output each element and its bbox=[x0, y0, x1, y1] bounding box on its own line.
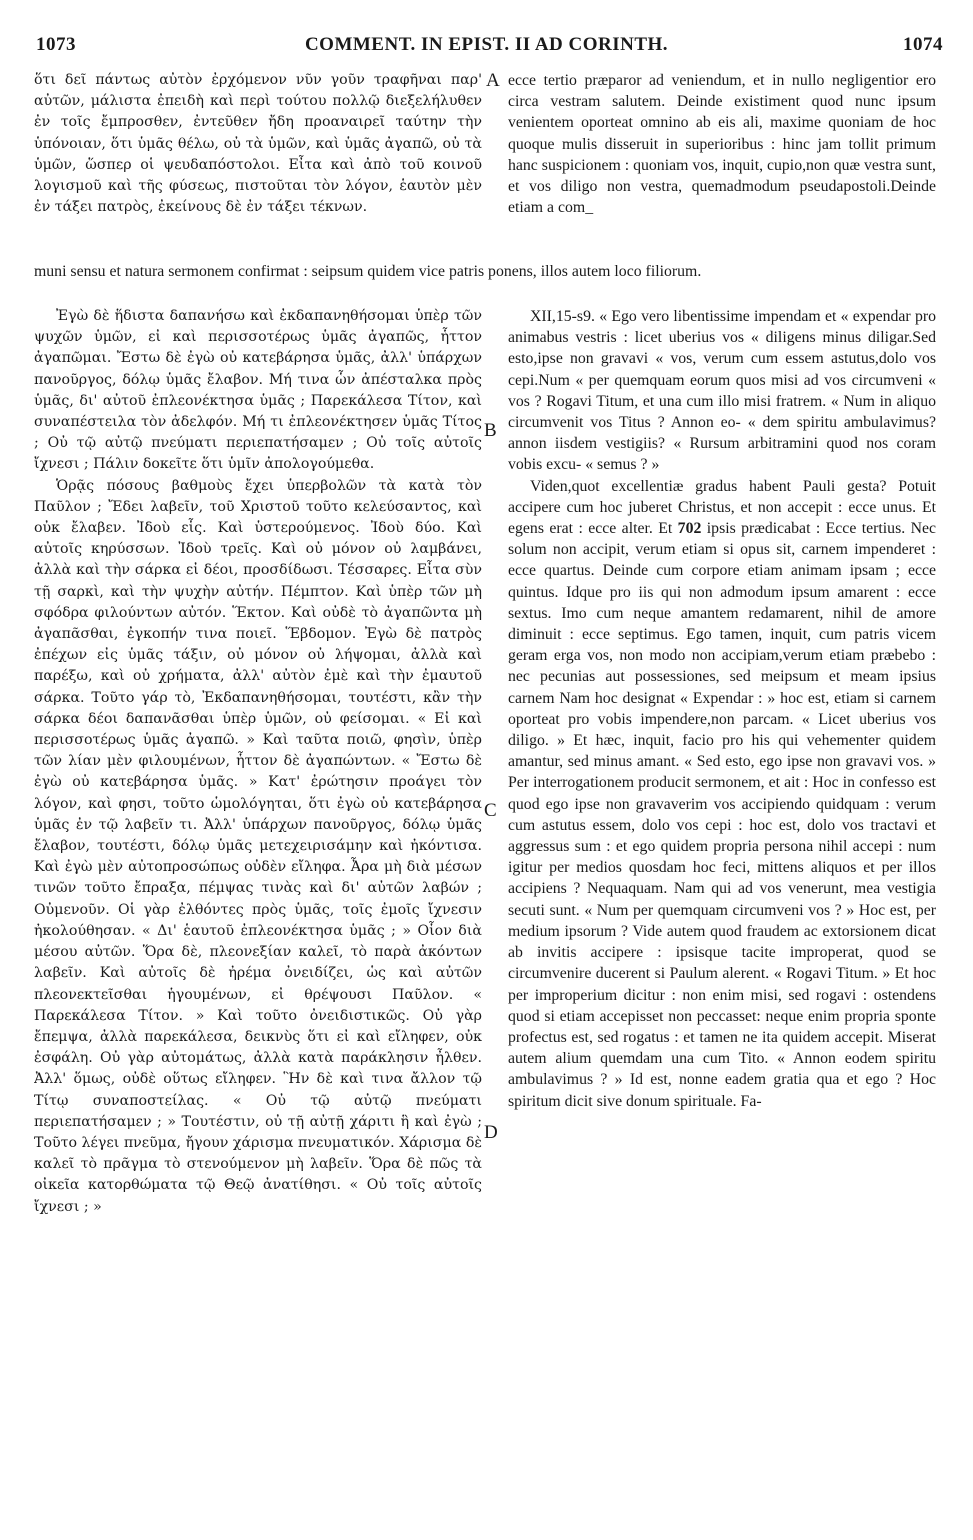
greek-column bbox=[34, 306, 482, 1522]
margin-marker-d: D bbox=[484, 1122, 498, 1143]
top-latin-column bbox=[508, 70, 936, 260]
spanning-latin-line: muni sensu et natura sermonem confirmat : seipsum quidem vice patris ponens, illos autem loco filiorum. bbox=[34, 263, 702, 280]
margin-marker-c: C bbox=[484, 800, 497, 821]
greek-paragraph-1: Ἐγὼ δὲ ἥδιστα δαπανήσω καὶ ἐκδαπανηθήσομαι ὑπὲρ τῶν ψυχῶν ὑμῶν, εἰ καὶ περισσοτέρως ὑμᾶς ἀγαπῶς, ἧττον ἀγαπῶμαι. Ἔστω δὲ ἐγὼ οὐ κατεβάρησα ὑμᾶς, ἀλλ' ὑπάρχων πανοῦργος, δόλῳ ὑμᾶς ἔλαβον. Μή τινα ὧν ἀπέσταλκα πρὸς ὑμᾶς, δι' αὐτοῦ ἐπλεονέκτησα ὑμᾶς ; Παρεκάλεσα Τίτον, καὶ συναπέστειλα τὸν ἀδελφόν. Μή τι ἐπλεονέκτησεν ὑμᾶς Τίτος ; Οὐ τῷ αὐτῷ πνεύματι περιεπατήσαμεν ; Οὐ τοῖς αὐτοῖς ἴχνεσι ; Πάλιν δοκεῖτε ὅτι ὑμῖν ἀπολογούμεθα. bbox=[34, 308, 482, 473]
page-number-left: 1073 bbox=[36, 34, 76, 55]
latin-commentary bbox=[508, 476, 936, 1112]
spanning-latin-text bbox=[34, 261, 936, 305]
page-header bbox=[30, 34, 943, 60]
column-number: 702 bbox=[677, 520, 702, 538]
greek-paragraph-2: Ὁρᾷς πόσους βαθμοὺς ἔχει ὑπερβολῶν τὰ κατὰ τὸν Παῦλον ; Ἔδει λαβεῖν, τοῦ Χριστοῦ τοῦτο κελεύσαντος, καὶ οὐκ ἔλαβεν. Ἰδοὺ εἷς. Καὶ ὑστερούμενος. Ἰδοὺ δύο. Καὶ αὐτοῖς κηρύσσων. Ἰδοὺ τρεῖς. Καὶ οὐ μόνον οὐ λαμβάνει, ἀλλὰ καὶ τὴν σάρκα εἰ δέοι, προσδίδωσι. Τέσσαρες. Εἶτα σὺν τῇ σαρκὶ, καὶ τὴν ψυχὴν αὐτήν. Πέμπτον. Καὶ ὑπὲρ τῶν μὴ σφόδρα φιλούντων αὐτόν. Ἕκτον. Καὶ οὐδὲ τὸ ἀγαπῶντα μὴ ἀγαπᾶσθαι, ἐγκοπήν τινα ποιεῖ. Ἕβδομον. Ἐγὼ δὲ πατρὸς ἐπέχων εἰς ὑμᾶς τάξιν, οὐ μόνον οὐ λήψομαι, ἀλλὰ καὶ παρέξω, καὶ οὐ χρήματα, ἀλλ' αὐτὸν ἐμὲ καὶ τὴν ἐμαυτοῦ σάρκα. Τοῦτο γάρ τὸ, Ἐκδαπανηθήσομαι, τουτέστι, κἂν τὴν σάρκα δέοι δαπανᾶσθαι ὑπὲρ ὑμῶν, οὐ φείσομαι. « Εἰ καὶ περισσοτέρως ὑμᾶς ἀγαπῶ. » Καὶ ταῦτα ποιῶ, φησὶν, ὑπὲρ τῶν λίαν μὲν φιλουμένων, ἧττον δὲ ἀγαπώντων. « Ἔστω δὲ ἐγὼ οὐ κατεβάρησα ὑμᾶς. » Κατ' ἐρώτησιν προάγει τὸν λόγον, καὶ φησι, τοῦτο ὡμολόγηται, ὅτι ἐγὼ οὐ κατεβάρησα ὑμᾶς ἐν τῷ λαβεῖν τι. Ἀλλ' ὑπάρχων πανοῦργος, δόλῳ ὑμᾶς ἔλαβον, τουτέστι, δόλῳ ὑμᾶς μετεχειρισάμην καὶ ἠκόντισα. Καὶ ἐγὼ μὲν αὐτοπροσώπως οὐδὲν εἴληφα. Ἆρα μὴ διὰ μέσων τινῶν τοῦτο ἔπραξα, πέμψας τινὰς καὶ δι' αὐτῶν λαβών ; Οὐμενοῦν. Οἱ γὰρ ἐλθόντες πρὸς ὑμᾶς, τοῖς ἐμοῖς ἴχνεσιν ἠκολούθησαν. « Δι' ἑαυτοῦ ἐπλεονέκτησα ὑμᾶς ; » Οἷον διὰ μέσου αὐτῶν. Ὅρα δὲ, πλεονεξίαν καλεῖ, τὸ παρὰ ἀκόντων λαβεῖν. Καὶ αὐτοῖς δὲ ἠρέμα ὀνειδίζει, ὡς καὶ αὐτῶν πλεονεκτεῖσθαι ἡγουμένων, εἰ θρέψουσι Παῦλον. « Παρεκάλεσα Τίτον. » Καὶ τοῦτο ὀνειδιστικῶς. Οὐ γὰρ ἔπεμψα, ἀλλὰ παρεκάλεσα, δεικνὺς ὅτι εἰ καὶ εἴληφεν, οὐκ ἐσφάλη. Οὐ γὰρ αὐτομάτως, ἀλλὰ κατὰ παράκλησιν ἦλθεν. Ἀλλ' ὅμως, οὐδὲ οὕτως εἴληφεν. Ἣν δὲ καὶ τινα ἄλλον τῷ Τίτῳ συναποστείλας. « Οὐ τῷ αὐτῷ πνεύματι περιεπατήσαμεν ; » Τουτέστιν, οὐ τῇ αὐτῇ χάριτι ἣ καὶ ἐγὼ ; Τοῦτο λέγει πνεῦμα, ἤγουν χάρισμα πνευματικόν. Χάρισμα δὲ καλεῖ τὸ πρᾶγμα τὸ στενούμενον μὴ λαβεῖν. Ὅρα δὲ πῶς τὰ οἰκεῖα κατορθώματα τῷ Θεῷ ἀνατίθησι. « Οὐ τοῖς αὐτοῖς ἴχνεσι ; » bbox=[34, 477, 482, 1215]
top-greek-column bbox=[34, 70, 482, 258]
commentary-after: ipsis prædicabat : Ecce tertius. Nec solum non accipit, verum etiam si opus sit, carnem impenderet : ecce quartus. Deinde cum corpore etiam animam ipsam ; ecce quintus. Idque pro iis qui non admodum ipsum amarent : ecce sextus. Imo cum neque amantem redamarent, nihil de amore diminuit : ecce septimus. Ego tamen, inquit, cum patris vicem geram erga vos, non modo non accipiam,verum etiam præbebo : nec pecunias aut possessiones, sed meipsum et meam ipsius carnem Nam hoc designat « Expendar : » hoc est, etiam si carnem oporteat pro vobis impendere,non parcam. « Licet uberius vos diligo. » Et hæc, inquit, facio pro his qui vehementer quidem amantur, sed minus amant. « Sed esto, ego ipse non gravavi vos. » Per interrogationem producit sermonem, et ait : Hoc in confesso est quod ego ipse non gravaverim vos accipiendo quidquam : verum cum astutus essem, dolo vos cepi : hoc est, dolo vos tractavi et aggressus sum : et ego quidem propria persona nihil accepi : num igitur per medios quosdam hoc feci, mittens aliquos et per illos accipiens ? Nequaquam. Nam qui ad vos venerunt, mea vestigia secuti sunt. « Num per quemquam circumveni vos ? » Hoc est, per medium ipsorum ? Vide autem quod fraudem ac extorsionem dicat ab invitis accipere : ipsisque tacite improperat, quod se circumvenire ducerent si Paulum alerent. « Rogavi Titum. » Et hoc per improperium dicitur : non enim misi, sed rogavi : ostendens quod si etiam accepisset non peccasset: neque enim propria sponte profectus est, sed rogatus : et tamen ne ita quidem accepit. Miserat autem alium quemdam una cum Tito. « Annon eodem spiritu ambulavimus ? » Id est, nonne eadem gratia qua et ego ? Hoc spiritum dicit sive donum spirituale. Fa- bbox=[508, 520, 936, 1110]
page-number-right: 1074 bbox=[903, 34, 943, 55]
running-title: COMMENT. IN EPIST. II AD CORINTH. bbox=[304, 34, 669, 55]
top-greek-text: ὅτι δεῖ πάντως αὐτὸν ἐρχόμενον νῦν γοῦν τραφῆναι παρ' αὐτῶν, μάλιστα ἐπειδὴ καὶ περὶ τούτου πολλῷ διεξελήλυθεν ἐν τοῖς ἔμπροσθεν, ἐντεῦθεν ἤδη προαναιρεῖ ταύτην τὴν ὑπόνοιαν, ὅτι ὑμᾶς θέλω, οὐ τὰ ὑμῶν, καὶ ὑμᾶς ἀγαπῶ, οὐ τὰ ὑμῶν, ὥσπερ οἱ ψευδαπόστολοι. Εἶτα καὶ ἀπὸ τοῦ κοινοῦ λογισμοῦ καὶ τῆς φύσεως, πιστοῦται τὸν λόγον, ἑαυτὸν μὲν ἐν τάξει πατρὸς, ἐκείνους δὲ ἐν τάξει τέκνων. bbox=[34, 72, 482, 216]
latin-verse-block bbox=[508, 306, 936, 476]
verse-text: « Ego vero libentissime impendam et « expendar pro animabus vestris : licet uberius vos « diligens minus diligar.Sed esto,ipse non gravavi « vos, verum cum essem astutus,dolo vos cepi.Num « per quemquam eorum quos misi ad vos circumveni « vos ? Rogavi Titum, et una cum illo misi fratrem. « Num in aliquo circumvenit vos Titus ? Annon eo- « dem spiritu ambulavimus? annon iisdem vestigiis? « Rursum arbitramini quod nos coram vobis excu- « semus ? » bbox=[508, 308, 936, 474]
latin-column bbox=[508, 306, 936, 1522]
top-latin-text: ecce tertio præparor ad veniendum, et in nullo negligentior ero circa vestram salutem. Deinde existiment quod nunc ipsum venientem oporteat omnino ab eis ali, maxime quoniam de hoc quoque mulis disseruit in superioribus : hinc jam tollit primum hanc suspicionem : quoniam vos, inquit, cupio,non quæ vestra sunt, et vos diligo non vestra, quemadmodum pseudapostoli.Deinde etiam a com_ bbox=[508, 72, 936, 217]
margin-marker-a: A bbox=[486, 70, 500, 91]
margin-marker-b: B bbox=[484, 420, 497, 441]
commentary-before: Viden,quot excellentiæ gradus habent Pauli gesta? Potuit accipere cum hoc juberet Christus, et non accepit : ecce unus. Et egens erat : ecce alter. Et bbox=[508, 477, 936, 538]
verse-reference: XII,15-s9. bbox=[530, 308, 595, 325]
